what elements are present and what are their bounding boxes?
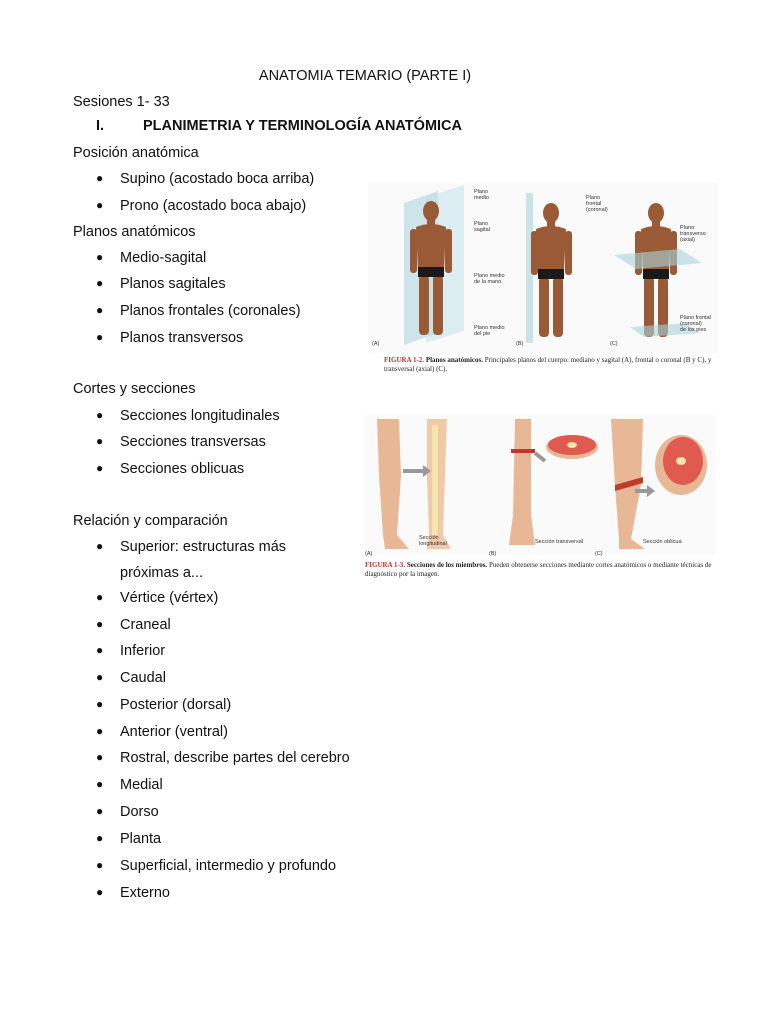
bullet-icon: ● xyxy=(96,276,104,290)
list-item: ● Superficial, intermedio y profundo xyxy=(96,858,337,874)
bullet-icon: ● xyxy=(96,670,104,684)
label-plano-medio: Plano medio xyxy=(474,189,489,201)
bullet-icon: ● xyxy=(96,777,104,791)
list-item: ● Prono (acostado boca abajo) xyxy=(96,198,307,214)
section-heading xyxy=(96,118,462,134)
bullet-icon: ● xyxy=(96,724,104,738)
bullet-icon: ● xyxy=(96,697,104,711)
figure-secciones-illustration xyxy=(365,415,715,555)
bullet-icon: ● xyxy=(96,539,104,553)
list-item: ● Superior: estructuras más xyxy=(96,539,287,555)
figure-caption: FIGURA 1-2. Planos anatómicos. Principales planos del cuerpo: mediano y sagital (A), frontal o coronal (B y C), y transversal (axial) (C). xyxy=(384,356,712,373)
posicion-heading: Posición anatómica xyxy=(73,145,199,161)
list-item-continuation: próximas a... xyxy=(120,565,203,581)
bullet-icon: ● xyxy=(96,831,104,845)
list-item: ● Supino (acostado boca arriba) xyxy=(96,171,315,187)
bullet-icon: ● xyxy=(96,198,104,212)
label-plano-medio-mano: Plano medio de la mano xyxy=(474,273,505,285)
panel-label-b: (B) xyxy=(516,341,524,347)
label-seccion-oblicua: Sección oblicua xyxy=(643,539,682,545)
figure-planos-anatomicos xyxy=(368,183,718,378)
bullet-icon: ● xyxy=(96,750,104,764)
bullet-icon: ● xyxy=(96,250,104,264)
figure-planos-illustration xyxy=(368,183,718,353)
label-plano-frontal: Plano frontal (coronal) xyxy=(586,195,608,213)
relacion-heading: Relación y comparación xyxy=(73,513,228,529)
section-number: I. xyxy=(96,118,105,134)
panel-label-c: (C) xyxy=(595,551,603,557)
list-item: ● Planta xyxy=(96,831,162,847)
bullet-icon: ● xyxy=(96,617,104,631)
bullet-icon: ● xyxy=(96,408,104,422)
label-seccion-transversal: Sección transversal xyxy=(535,539,583,545)
figure-secciones-miembros xyxy=(365,415,715,585)
list-item: ● Planos transversos xyxy=(96,330,244,346)
figure-caption: FIGURA 1-3. Secciones de los miembros. Pueden obtenerse secciones mediante cortes anatómicos o mediante técnicas de diagnóstico por la imagen. xyxy=(365,561,712,578)
label-plano-medio-pie: Plano medio del pie xyxy=(474,325,505,337)
sessions-line: Sesiones 1- 33 xyxy=(73,94,170,110)
panel-label-c: (C) xyxy=(610,341,618,347)
section-title: PLANIMETRIA Y TERMINOLOGÍA ANATÓMICA xyxy=(143,118,462,134)
bullet-icon: ● xyxy=(96,330,104,344)
bullet-icon: ● xyxy=(96,885,104,899)
label-plano-frontal-pies: Plano frontal (coronal) de los pies xyxy=(680,315,711,333)
label-plano-sagital: Plano sagital xyxy=(474,221,490,233)
bullet-icon: ● xyxy=(96,434,104,448)
list-item: ● Planos sagitales xyxy=(96,276,226,292)
bullet-icon: ● xyxy=(96,461,104,475)
list-item: ● Inferior xyxy=(96,643,166,659)
list-item: ● Secciones transversas xyxy=(96,434,266,450)
bullet-icon: ● xyxy=(96,858,104,872)
bullet-icon: ● xyxy=(96,643,104,657)
planos-heading: Planos anatómicos xyxy=(73,224,196,240)
list-item: ● Caudal xyxy=(96,670,166,686)
panel-label-a: (A) xyxy=(372,341,380,347)
list-item: ● Externo xyxy=(96,885,170,901)
bullet-icon: ● xyxy=(96,303,104,317)
list-item: ● Planos frontales (coronales) xyxy=(96,303,301,319)
panel-label-b: (B) xyxy=(489,551,497,557)
list-item: ● Dorso xyxy=(96,804,159,820)
bullet-icon: ● xyxy=(96,804,104,818)
list-item: ● Secciones longitudinales xyxy=(96,408,280,424)
list-item: ● Posterior (dorsal) xyxy=(96,697,232,713)
list-item: ● Craneal xyxy=(96,617,171,633)
list-item: ● Secciones oblicuas xyxy=(96,461,245,477)
list-item: ● Rostral, describe partes del cerebro xyxy=(96,750,350,766)
document-title: ANATOMIA TEMARIO (PARTE I) xyxy=(258,68,472,84)
list-item: ● Medio-sagital xyxy=(96,250,207,266)
bullet-icon: ● xyxy=(96,171,104,185)
list-item: ● Vértice (vértex) xyxy=(96,590,219,606)
label-plano-transverso: Plano transverso (axial) xyxy=(680,225,706,243)
panel-label-a: (A) xyxy=(365,551,373,557)
bullet-icon: ● xyxy=(96,590,104,604)
cortes-heading: Cortes y secciones xyxy=(73,381,196,397)
list-item: ● Anterior (ventral) xyxy=(96,724,228,740)
list-item: ● Medial xyxy=(96,777,163,793)
label-seccion-longitudinal: Sección longitudinal xyxy=(419,535,447,547)
